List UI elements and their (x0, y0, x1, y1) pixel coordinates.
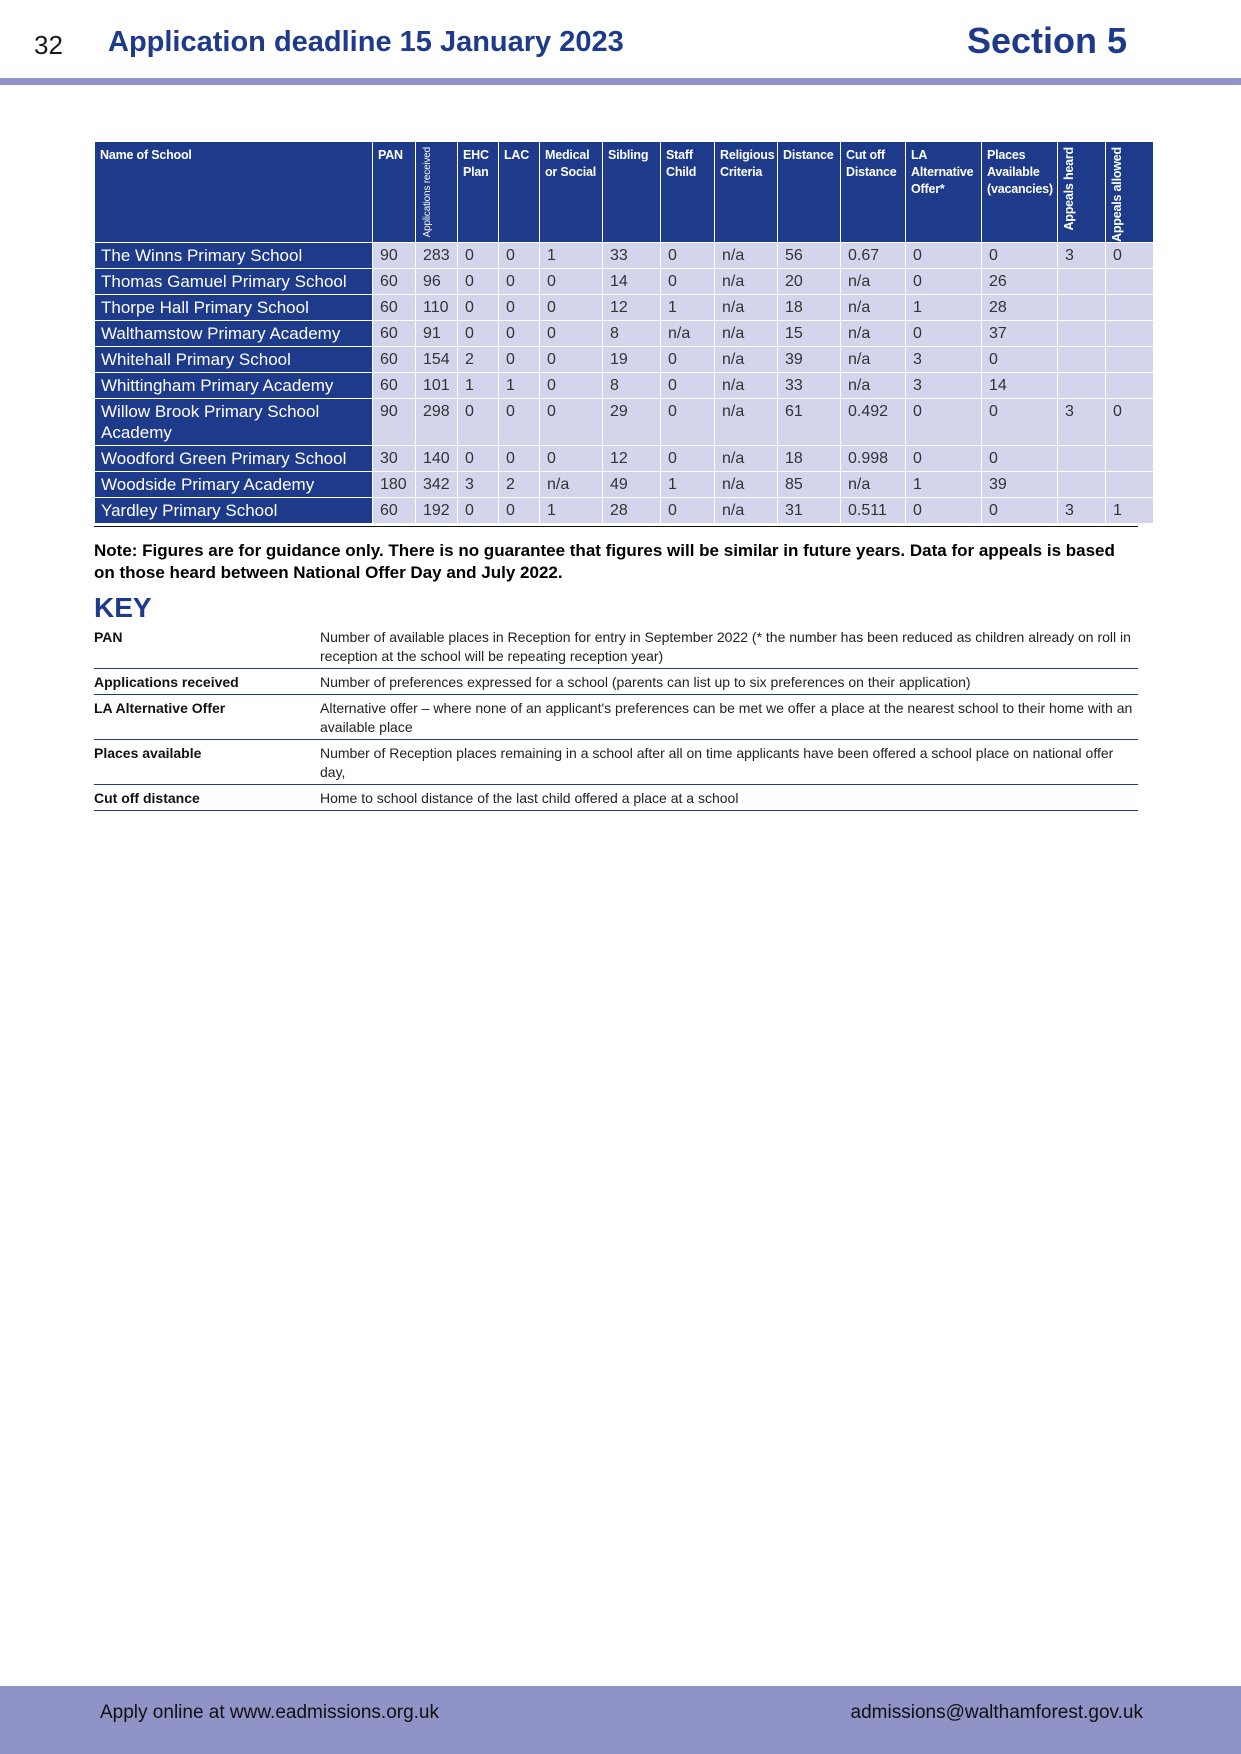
table-cell: 1 (906, 471, 982, 497)
table-cell: 0.998 (841, 445, 906, 471)
table-cell: 3 (1058, 398, 1106, 445)
page-number: 32 (34, 30, 63, 60)
table-row (95, 268, 1154, 294)
table-cell (1106, 268, 1154, 294)
table-cell: 39 (982, 471, 1058, 497)
col-header-la-alt: LA Alternative Offer* (906, 142, 982, 243)
guidance-note: Note: Figures are for guidance only. There is no guarantee that figures will be similar in future years. Data for appeals is based on those heard between National Offer Day and July 2022. (94, 541, 1115, 582)
table-cell: 2 (499, 471, 540, 497)
key-definition: Alternative offer – where none of an applicant's preferences can be met we offer a place at the nearest school to their home with an available place (320, 700, 1133, 735)
table-cell: 0 (499, 346, 540, 372)
table-cell: 0 (458, 242, 499, 268)
note-divider (94, 526, 1138, 527)
table-cell (1058, 320, 1106, 346)
table-cell: 101 (416, 372, 458, 398)
table-cell: n/a (841, 268, 906, 294)
table-cell: 60 (373, 497, 416, 523)
footer-apply-online: Apply online at www.eadmissions.org.uk (100, 1702, 440, 1723)
table-cell: 0 (906, 497, 982, 523)
table-cell (1058, 471, 1106, 497)
key-term: LA Alternative Offer (94, 700, 226, 716)
table-cell (1058, 445, 1106, 471)
table-cell: 0 (458, 497, 499, 523)
school-name-cell: Walthamstow Primary Academy (95, 320, 373, 346)
table-cell: 3 (1058, 497, 1106, 523)
table-row (95, 294, 1154, 320)
table-cell: 0 (540, 294, 603, 320)
table-cell: n/a (715, 268, 778, 294)
key-row (94, 699, 1138, 740)
table-cell: 154 (416, 346, 458, 372)
table-cell: 19 (603, 346, 661, 372)
table-cell: 28 (603, 497, 661, 523)
table-cell: 49 (603, 471, 661, 497)
table-cell: 3 (906, 372, 982, 398)
table-cell (1106, 320, 1154, 346)
table-cell: 61 (778, 398, 841, 445)
table-cell: 0 (540, 445, 603, 471)
table-cell: 28 (982, 294, 1058, 320)
table-cell: 0 (540, 320, 603, 346)
table-cell: 2 (458, 346, 499, 372)
table-row (95, 346, 1154, 372)
table-cell: 26 (982, 268, 1058, 294)
table-cell (1058, 346, 1106, 372)
table-cell: 342 (416, 471, 458, 497)
key-row (94, 789, 1138, 811)
admissions-table-wrapper (94, 141, 1153, 524)
table-cell: n/a (661, 320, 715, 346)
document-title: Application deadline 15 January 2023 (108, 26, 624, 58)
col-header-medical: Medical or Social (540, 142, 603, 243)
table-cell: n/a (540, 471, 603, 497)
table-cell (1058, 294, 1106, 320)
table-cell: 1 (906, 294, 982, 320)
table-cell: 60 (373, 346, 416, 372)
table-cell: 0 (906, 268, 982, 294)
table-row (95, 242, 1154, 268)
key-term: Cut off distance (94, 790, 200, 806)
table-cell (1106, 372, 1154, 398)
table-cell: 180 (373, 471, 416, 497)
table-cell: 14 (603, 268, 661, 294)
key-list (94, 628, 1138, 815)
table-cell: 60 (373, 320, 416, 346)
col-header-name: Name of School (95, 142, 373, 243)
table-cell: 0 (661, 497, 715, 523)
key-row (94, 673, 1138, 695)
table-cell: n/a (715, 398, 778, 445)
col-header-pan: PAN (373, 142, 416, 243)
table-cell: 192 (416, 497, 458, 523)
table-cell: 110 (416, 294, 458, 320)
table-cell: 60 (373, 268, 416, 294)
table-cell: 1 (661, 294, 715, 320)
table-cell: 14 (982, 372, 1058, 398)
col-header-appeals-allowed-label: Appeals allowed (1110, 147, 1124, 242)
table-cell: 0 (661, 268, 715, 294)
table-cell: n/a (841, 471, 906, 497)
col-header-applications (416, 142, 458, 243)
col-header-religious: Religious Criteria (715, 142, 778, 243)
section-title: Section 5 (966, 20, 1127, 61)
table-cell: 29 (603, 398, 661, 445)
table-cell: 3 (1058, 242, 1106, 268)
key-definition: Home to school distance of the last child offered a place at a school (320, 790, 739, 806)
table-cell: 1 (458, 372, 499, 398)
table-cell: 0 (540, 268, 603, 294)
school-name-cell: Woodside Primary Academy (95, 471, 373, 497)
table-cell (1106, 346, 1154, 372)
table-cell: 1 (661, 471, 715, 497)
table-cell: 20 (778, 268, 841, 294)
table-cell: 90 (373, 398, 416, 445)
table-cell (1058, 372, 1106, 398)
table-cell: n/a (841, 346, 906, 372)
table-header (95, 142, 1154, 243)
table-cell: 1 (499, 372, 540, 398)
table-cell: 0 (499, 398, 540, 445)
table-cell: 0 (982, 242, 1058, 268)
table-row (95, 471, 1154, 497)
table-cell: 60 (373, 372, 416, 398)
table-cell: n/a (715, 242, 778, 268)
table-cell: 56 (778, 242, 841, 268)
table-cell: n/a (715, 497, 778, 523)
header-rule (0, 78, 1241, 85)
table-cell: 15 (778, 320, 841, 346)
table-cell: 85 (778, 471, 841, 497)
table-cell: 91 (416, 320, 458, 346)
key-term: Places available (94, 745, 202, 761)
table-cell: 0 (661, 372, 715, 398)
table-cell: 0 (540, 398, 603, 445)
table-cell: 0 (661, 445, 715, 471)
table-cell: 140 (416, 445, 458, 471)
table-cell: n/a (715, 294, 778, 320)
col-header-sibling: Sibling (603, 142, 661, 243)
admissions-table (94, 141, 1154, 524)
table-cell: n/a (715, 372, 778, 398)
table-cell (1058, 268, 1106, 294)
table-cell: 0 (1106, 242, 1154, 268)
table-cell: 0 (661, 242, 715, 268)
table-row (95, 320, 1154, 346)
table-cell: 0 (499, 294, 540, 320)
key-term: PAN (94, 629, 123, 645)
school-name-cell: The Winns Primary School (95, 242, 373, 268)
table-cell: 0 (540, 372, 603, 398)
key-definition: Number of preferences expressed for a school (parents can list up to six preferences on their application) (320, 674, 971, 690)
table-cell: 31 (778, 497, 841, 523)
table-cell: 0 (540, 346, 603, 372)
table-cell: 0 (982, 398, 1058, 445)
table-cell: 12 (603, 294, 661, 320)
school-name-cell: Thorpe Hall Primary School (95, 294, 373, 320)
table-cell: 3 (906, 346, 982, 372)
table-cell: n/a (715, 471, 778, 497)
table-cell: 39 (778, 346, 841, 372)
table-row (95, 398, 1154, 445)
table-cell: 1 (540, 497, 603, 523)
table-cell: 0 (982, 445, 1058, 471)
table-cell: 298 (416, 398, 458, 445)
table-cell: 283 (416, 242, 458, 268)
table-body (95, 242, 1154, 523)
table-cell: 1 (540, 242, 603, 268)
table-cell: 0 (661, 398, 715, 445)
key-definition: Number of available places in Reception for entry in September 2022 (* the number has been reduced as children already on roll in reception at the school will be repeating reception year) (320, 629, 1131, 664)
col-header-places: Places Available (vacancies) (982, 142, 1058, 243)
table-cell: 12 (603, 445, 661, 471)
school-name-cell: Yardley Primary School (95, 497, 373, 523)
school-name-cell: Whitehall Primary School (95, 346, 373, 372)
key-row (94, 628, 1138, 669)
key-row (94, 744, 1138, 785)
table-cell: 96 (416, 268, 458, 294)
table-cell: 0 (499, 242, 540, 268)
table-cell: n/a (715, 445, 778, 471)
table-cell: 0 (499, 268, 540, 294)
table-cell: 0 (499, 497, 540, 523)
table-cell: 0.492 (841, 398, 906, 445)
table-cell: 0 (499, 320, 540, 346)
table-cell: 18 (778, 294, 841, 320)
col-header-appeals-allowed (1106, 142, 1154, 243)
key-definition: Number of Reception places remaining in a school after all on time applicants have been offered a school place on national offer day, (320, 745, 1114, 780)
table-cell: 37 (982, 320, 1058, 346)
table-cell: 0 (982, 346, 1058, 372)
table-cell (1106, 294, 1154, 320)
table-cell: 33 (778, 372, 841, 398)
school-name-cell: Woodford Green Primary School (95, 445, 373, 471)
table-cell: 30 (373, 445, 416, 471)
table-cell: n/a (841, 372, 906, 398)
col-header-cutoff: Cut off Distance (841, 142, 906, 243)
table-cell: 0 (458, 445, 499, 471)
table-cell: 18 (778, 445, 841, 471)
col-header-distance: Distance (778, 142, 841, 243)
key-term: Applications received (94, 674, 239, 690)
table-cell: 90 (373, 242, 416, 268)
col-header-appeals-heard-label: Appeals heard (1062, 147, 1076, 231)
table-cell: n/a (715, 346, 778, 372)
table-cell: 0 (661, 346, 715, 372)
school-name-cell: Thomas Gamuel Primary School (95, 268, 373, 294)
table-cell: 0 (1106, 398, 1154, 445)
school-name-cell: Whittingham Primary Academy (95, 372, 373, 398)
table-cell: 60 (373, 294, 416, 320)
col-header-appeals-heard (1058, 142, 1106, 243)
table-cell: 33 (603, 242, 661, 268)
table-row (95, 445, 1154, 471)
table-cell: 8 (603, 372, 661, 398)
key-title: KEY (94, 592, 152, 623)
col-header-staff: Staff Child (661, 142, 715, 243)
table-cell: 0 (458, 320, 499, 346)
table-cell: 0 (982, 497, 1058, 523)
table-cell: 0.511 (841, 497, 906, 523)
col-header-applications-label: Applications received (422, 147, 433, 238)
table-cell: 8 (603, 320, 661, 346)
table-cell: n/a (841, 320, 906, 346)
table-cell: 0.67 (841, 242, 906, 268)
table-cell: 0 (458, 268, 499, 294)
table-cell: 3 (458, 471, 499, 497)
table-cell: n/a (715, 320, 778, 346)
table-cell (1106, 445, 1154, 471)
table-cell: 0 (906, 320, 982, 346)
col-header-lac: LAC (499, 142, 540, 243)
footer-email: admissions@walthamforest.gov.uk (850, 1702, 1143, 1723)
table-cell: n/a (841, 294, 906, 320)
table-row (95, 497, 1154, 523)
table-cell: 0 (906, 242, 982, 268)
col-header-ehc: EHC Plan (458, 142, 499, 243)
school-name-cell: Willow Brook Primary School Academy (95, 398, 373, 445)
table-cell: 0 (458, 398, 499, 445)
table-cell: 0 (906, 398, 982, 445)
table-cell (1106, 471, 1154, 497)
table-cell: 1 (1106, 497, 1154, 523)
table-row (95, 372, 1154, 398)
table-cell: 0 (458, 294, 499, 320)
table-cell: 0 (906, 445, 982, 471)
table-cell: 0 (499, 445, 540, 471)
